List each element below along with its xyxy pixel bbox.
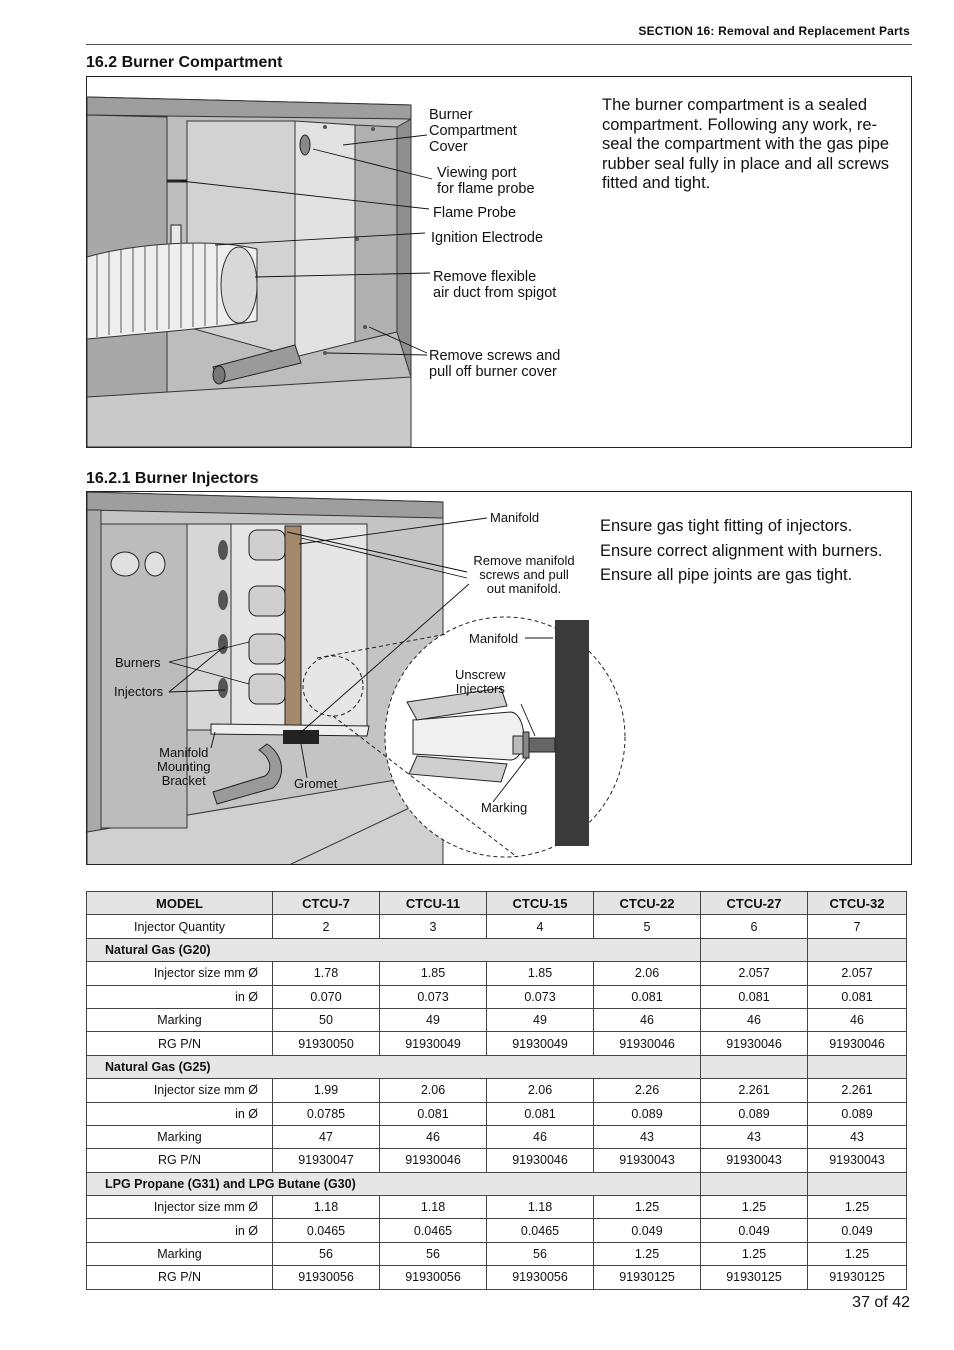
table-cell xyxy=(701,1055,808,1078)
table-cell: 49 xyxy=(380,1008,487,1031)
table-cell: 1.78 xyxy=(273,962,380,985)
table-cell: 91930056 xyxy=(380,1266,487,1289)
table-cell: 2.06 xyxy=(594,962,701,985)
table-cell: 0.0785 xyxy=(273,1102,380,1125)
row-label: in Ø xyxy=(87,1102,273,1125)
table-cell: 4 xyxy=(487,915,594,938)
injector-notes xyxy=(600,514,910,588)
column-header: CTCU-7 xyxy=(273,892,380,915)
table-cell: 56 xyxy=(380,1242,487,1265)
section-header: SECTION 16: Removal and Replacement Parts xyxy=(638,24,910,38)
gas-group-title: LPG Propane (G31) and LPG Butane (G30) xyxy=(87,1172,701,1195)
burner-injectors-figure xyxy=(86,491,912,865)
label-manifold-mounting-bracket: Manifold Mounting Bracket xyxy=(157,745,211,788)
table-cell: 1.25 xyxy=(808,1242,907,1265)
table-row xyxy=(87,1008,907,1031)
table-row xyxy=(87,1032,907,1055)
table-row xyxy=(87,1149,907,1172)
table-cell: 0.081 xyxy=(701,985,808,1008)
table-row xyxy=(87,1196,907,1219)
table-cell: 91930043 xyxy=(594,1149,701,1172)
injector-note: Ensure correct alignment with burners. xyxy=(600,541,883,560)
table-row xyxy=(87,985,907,1008)
table-cell: 91930125 xyxy=(808,1266,907,1289)
row-label: RG P/N xyxy=(87,1032,273,1055)
table-cell: 43 xyxy=(701,1125,808,1148)
row-label: Injector Quantity xyxy=(87,915,273,938)
table-cell: 91930125 xyxy=(594,1266,701,1289)
column-header: MODEL xyxy=(87,892,273,915)
table-cell: 91930046 xyxy=(487,1149,594,1172)
table-cell: 1.25 xyxy=(808,1196,907,1219)
label-manifold-top: Manifold xyxy=(490,510,540,525)
row-label: Injector size mm Ø xyxy=(87,962,273,985)
table-cell: 1.18 xyxy=(380,1196,487,1219)
burner-compartment-description: The burner compartment is a sealed compartment. Following any work, re-seal the compartment with the gas pipe rubber seal fully in place and all screws fitted and tight. xyxy=(602,96,890,192)
row-label: Marking xyxy=(87,1242,273,1265)
table-cell: 1.25 xyxy=(701,1242,808,1265)
table-cell: 2.06 xyxy=(487,1079,594,1102)
table-cell: 0.081 xyxy=(487,1102,594,1125)
table-cell: 0.081 xyxy=(594,985,701,1008)
table-group-row xyxy=(87,1055,907,1078)
header-rule xyxy=(86,44,912,45)
table-cell: 91930049 xyxy=(487,1032,594,1055)
row-label: Injector size mm Ø xyxy=(87,1196,273,1219)
table-cell: 0.049 xyxy=(701,1219,808,1242)
section-heading-burner-injectors: 16.2.1 Burner Injectors xyxy=(86,470,259,487)
injector-table xyxy=(86,891,907,1290)
column-header: CTCU-15 xyxy=(487,892,594,915)
table-group-row xyxy=(87,1172,907,1195)
table-cell: 6 xyxy=(701,915,808,938)
burner-compartment-figure xyxy=(86,76,912,448)
gas-group-title: Natural Gas (G25) xyxy=(87,1055,701,1078)
table-cell: 2 xyxy=(273,915,380,938)
table-cell: 1.99 xyxy=(273,1079,380,1102)
table-header-row xyxy=(87,892,907,915)
table-cell: 91930046 xyxy=(594,1032,701,1055)
label-gromet: Gromet xyxy=(294,776,338,791)
table-cell: 1.25 xyxy=(701,1196,808,1219)
table-cell: 56 xyxy=(273,1242,380,1265)
label-remove-manifold: Remove manifold screws and pull out manifold. xyxy=(473,553,575,596)
table-cell: 1.25 xyxy=(594,1242,701,1265)
table-cell: 46 xyxy=(701,1008,808,1031)
column-header: CTCU-11 xyxy=(380,892,487,915)
table-cell: 0.089 xyxy=(808,1102,907,1125)
table-cell: 1.85 xyxy=(380,962,487,985)
injector-note: Ensure all pipe joints are gas tight. xyxy=(600,566,853,584)
table-cell: 91930047 xyxy=(273,1149,380,1172)
label-marking: Marking xyxy=(481,800,528,815)
table-cell: 2.057 xyxy=(701,962,808,985)
table-cell xyxy=(808,1172,907,1195)
label-unscrew-injectors: Unscrew Injectors xyxy=(455,667,506,696)
table-cell: 50 xyxy=(273,1008,380,1031)
table-cell: 91930046 xyxy=(701,1032,808,1055)
table-cell: 91930043 xyxy=(701,1149,808,1172)
table-cell: 91930043 xyxy=(808,1149,907,1172)
table-cell: 91930049 xyxy=(380,1032,487,1055)
table-cell: 0.089 xyxy=(701,1102,808,1125)
table-cell: 0.070 xyxy=(273,985,380,1008)
table-cell xyxy=(808,938,907,961)
row-label: Injector size mm Ø xyxy=(87,1079,273,1102)
table-row xyxy=(87,1102,907,1125)
table-cell xyxy=(808,1055,907,1078)
table-cell xyxy=(701,1172,808,1195)
table-row xyxy=(87,1125,907,1148)
label-manifold-detail: Manifold xyxy=(469,631,519,646)
row-label: Marking xyxy=(87,1008,273,1031)
table-cell: 91930125 xyxy=(701,1266,808,1289)
table-cell: 1.18 xyxy=(273,1196,380,1219)
table-cell: 46 xyxy=(594,1008,701,1031)
table-row xyxy=(87,915,907,938)
table-cell: 0.073 xyxy=(487,985,594,1008)
table-cell: 43 xyxy=(594,1125,701,1148)
table-cell: 46 xyxy=(808,1008,907,1031)
table-cell: 0.081 xyxy=(380,1102,487,1125)
table-cell: 0.049 xyxy=(808,1219,907,1242)
table-row xyxy=(87,1219,907,1242)
page-number: 37 of 42 xyxy=(852,1294,910,1311)
table-cell: 91930056 xyxy=(273,1266,380,1289)
label-viewing-port: Viewing port for flame probe xyxy=(437,165,535,197)
label-burners: Burners xyxy=(115,655,161,670)
table-cell: 0.089 xyxy=(594,1102,701,1125)
injector-note: Ensure gas tight fitting of injectors. xyxy=(600,517,853,535)
table-cell: 1.25 xyxy=(594,1196,701,1219)
table-cell: 0.081 xyxy=(808,985,907,1008)
row-label: RG P/N xyxy=(87,1149,273,1172)
table-cell: 91930050 xyxy=(273,1032,380,1055)
table-cell: 0.049 xyxy=(594,1219,701,1242)
label-flame-probe: Flame Probe xyxy=(433,205,517,221)
label-ignition-electrode: Ignition Electrode xyxy=(431,230,544,246)
table-cell: 2.261 xyxy=(808,1079,907,1102)
table-cell: 0.0465 xyxy=(273,1219,380,1242)
table-cell: 91930056 xyxy=(487,1266,594,1289)
table-cell: 91930046 xyxy=(380,1149,487,1172)
table-row xyxy=(87,1266,907,1289)
table-cell: 2.06 xyxy=(380,1079,487,1102)
table-cell: 0.0465 xyxy=(380,1219,487,1242)
label-remove-screws: Remove screws and pull off burner cover xyxy=(429,348,561,380)
table-cell: 1.18 xyxy=(487,1196,594,1219)
row-label: Marking xyxy=(87,1125,273,1148)
label-burner-compartment-cover: Burner Compartment Cover xyxy=(429,107,517,155)
section-heading-burner-compartment: 16.2 Burner Compartment xyxy=(86,54,283,71)
table-cell: 2.261 xyxy=(701,1079,808,1102)
table-row xyxy=(87,962,907,985)
table-cell: 43 xyxy=(808,1125,907,1148)
table-cell: 3 xyxy=(380,915,487,938)
column-header: CTCU-27 xyxy=(701,892,808,915)
table-cell: 91930046 xyxy=(808,1032,907,1055)
column-header: CTCU-22 xyxy=(594,892,701,915)
table-cell: 2.057 xyxy=(808,962,907,985)
label-injectors: Injectors xyxy=(114,684,164,699)
table-cell: 47 xyxy=(273,1125,380,1148)
table-row xyxy=(87,1079,907,1102)
label-remove-air-duct: Remove flexible air duct from spigot xyxy=(433,269,557,301)
gas-group-title: Natural Gas (G20) xyxy=(87,938,701,961)
table-cell xyxy=(701,938,808,961)
table-cell: 49 xyxy=(487,1008,594,1031)
row-label: RG P/N xyxy=(87,1266,273,1289)
table-group-row xyxy=(87,938,907,961)
table-cell: 56 xyxy=(487,1242,594,1265)
row-label: in Ø xyxy=(87,1219,273,1242)
table-cell: 0.0465 xyxy=(487,1219,594,1242)
table-cell: 46 xyxy=(487,1125,594,1148)
table-row xyxy=(87,1242,907,1265)
table-cell: 1.85 xyxy=(487,962,594,985)
table-cell: 46 xyxy=(380,1125,487,1148)
table-cell: 5 xyxy=(594,915,701,938)
table-cell: 0.073 xyxy=(380,985,487,1008)
row-label: in Ø xyxy=(87,985,273,1008)
table-cell: 2.26 xyxy=(594,1079,701,1102)
column-header: CTCU-32 xyxy=(808,892,907,915)
table-cell: 7 xyxy=(808,915,907,938)
